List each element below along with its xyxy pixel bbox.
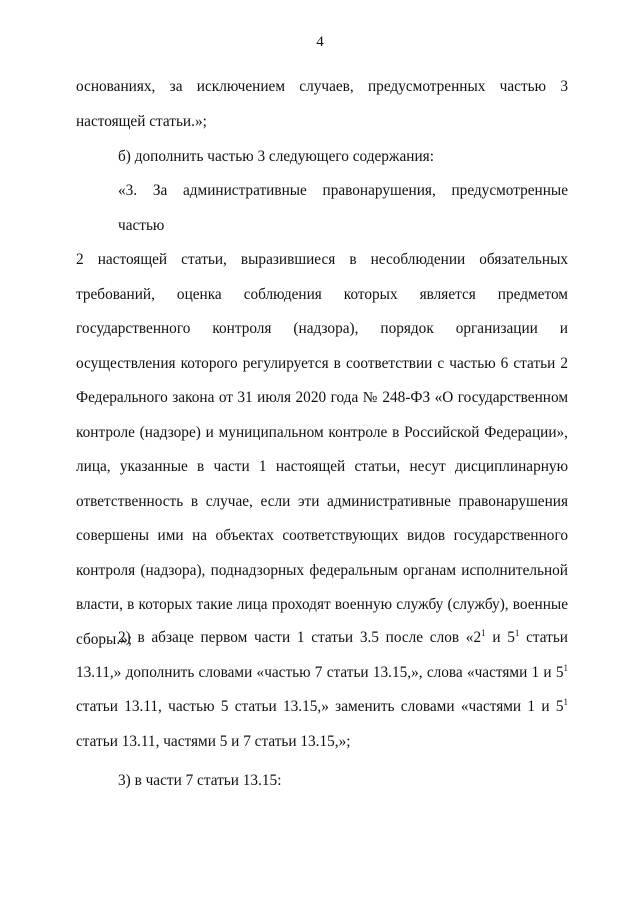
text-line: контроля (надзора), поднадзорных федеральным органам исполнительной [76, 561, 568, 579]
quoted-part-3 [76, 174, 568, 657]
text-line: сборы.»; [76, 630, 133, 648]
text-line: контроле (надзоре) и муниципальном контроле в Российской Федерации», [76, 423, 568, 441]
text-line: 2 настоящей статьи, выразившиеся в несоблюдении обязательных [76, 251, 568, 268]
text-line: 13.11,» дополнить словами «частью 7 статьи 13.15,», слова «частями 1 и $5^1$ [76, 662, 568, 681]
item-b-paragraph [76, 140, 568, 175]
text-line: осуществления которого регулируется в соответствии с частью 6 статьи 2 [76, 354, 568, 372]
text-line: Федерального закона от 31 июля 2020 года № 248-ФЗ «О государственном [76, 389, 568, 406]
text-line: «3. За административные правонарушения, предусмотренные частью [118, 182, 568, 234]
item-3-paragraph [76, 764, 568, 799]
text-line: статьи 13.11, частью 5 статьи 13.15,» заменить словами «частями 1 и $5^1$ [76, 697, 568, 715]
text-line: 2) в абзаце первом части 1 статьи 3.5 после слов «$2^1$ и $5^1$ статьи [118, 628, 568, 646]
text-line: лица, указанные в части 1 настоящей статьи, несут дисциплинарную [76, 458, 568, 475]
continuation-paragraph [76, 70, 568, 139]
text-line: государственного контроля (надзора), порядок организации и [76, 320, 568, 337]
text-line: ответственность в случае, если эти административные правонарушения [76, 492, 568, 510]
text-line: настоящей статьи.»; [76, 112, 207, 130]
text-line: 3) в части 7 статьи 13.15: [118, 772, 282, 789]
page-number: 4 [316, 34, 324, 50]
text-line: требований, оценка соблюдения которых является предметом [76, 285, 568, 303]
text-line: статьи 13.11, частями 5 и 7 статьи 13.15,»; [76, 732, 351, 750]
text-line: совершены ими на объектах соответствующих видов государственного [76, 527, 568, 544]
text-line: б) дополнить частью 3 следующего содержания: [118, 148, 434, 165]
text-line: основаниях, за исключением случаев, предусмотренных частью 3 [76, 78, 568, 95]
text-line: власти, в которых такие лица проходят военную службу (службу), военные [76, 596, 568, 613]
item-2-paragraph [76, 621, 568, 759]
